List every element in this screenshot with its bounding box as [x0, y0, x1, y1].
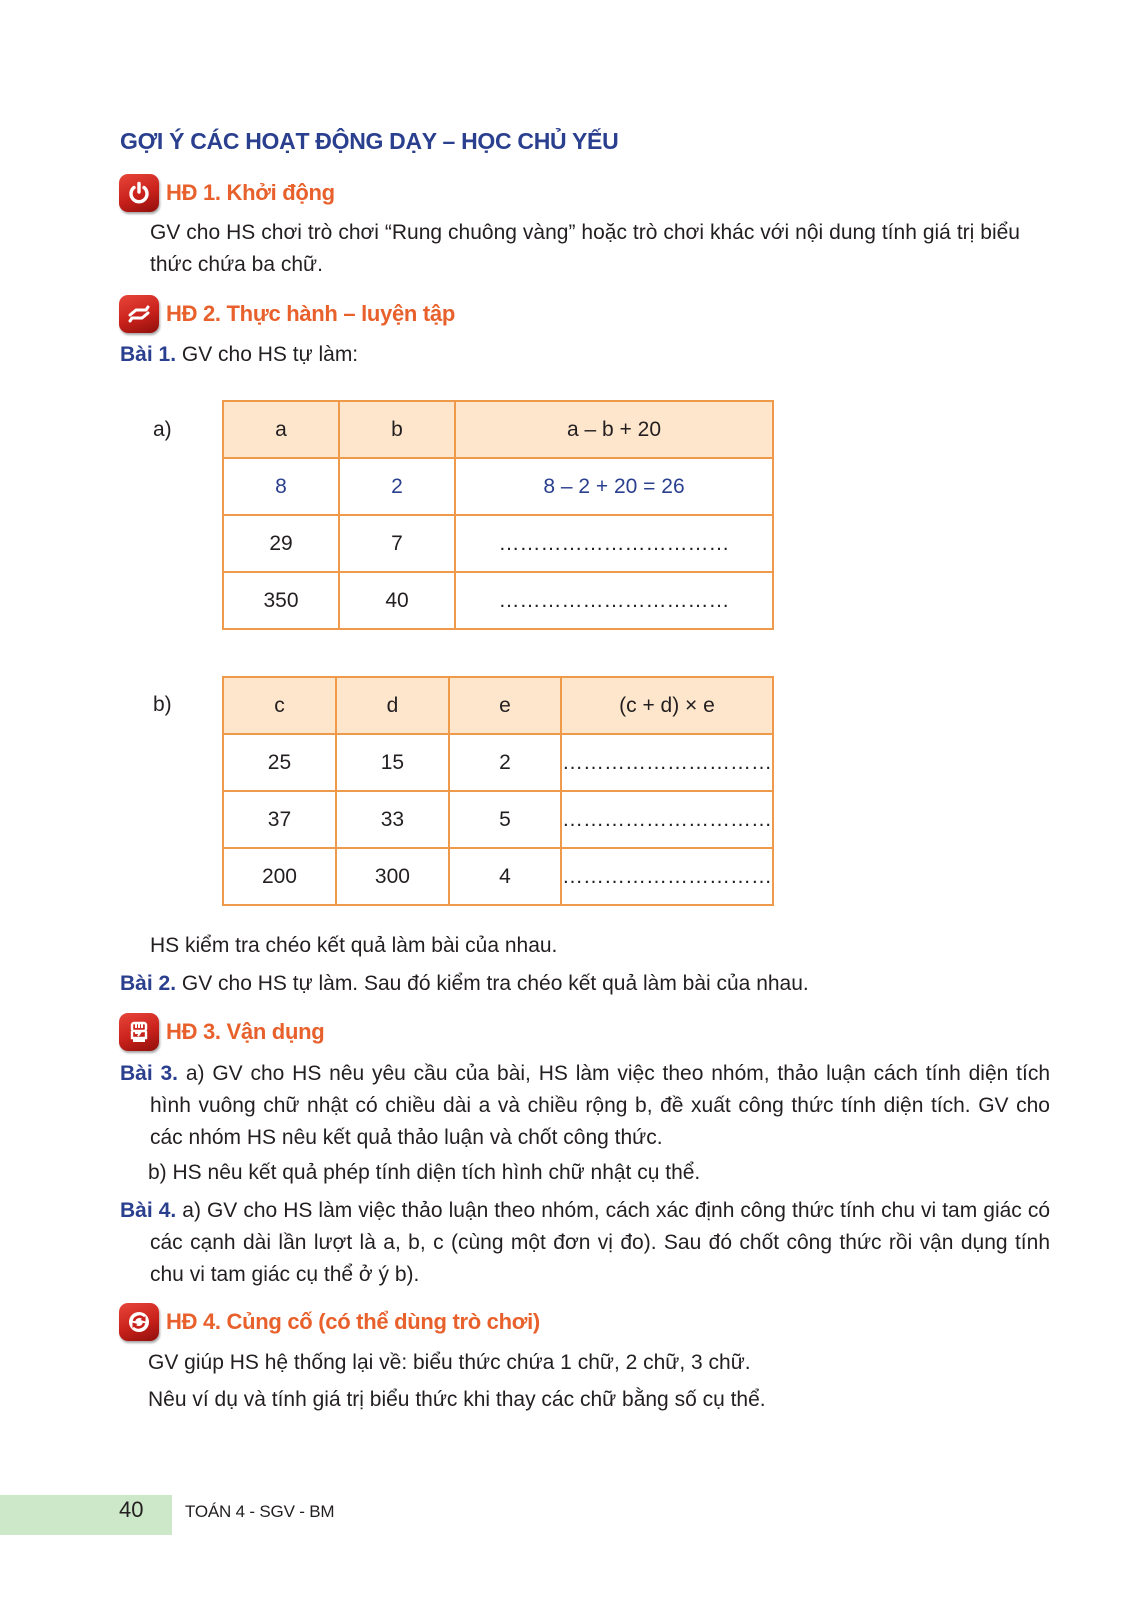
header-cell: c	[223, 677, 336, 734]
table-cell: 8 – 2 + 20 = 26	[455, 458, 773, 515]
power-icon	[119, 174, 159, 212]
table-cell: 2	[449, 734, 561, 791]
refresh-icon	[119, 1303, 159, 1341]
table-cell: 33	[336, 791, 449, 848]
activity-heading-2	[119, 294, 455, 334]
header-cell: e	[449, 677, 561, 734]
table-cell: 25	[223, 734, 336, 791]
activity-heading-1	[119, 173, 335, 213]
header-cell: (c + d) × e	[561, 677, 773, 734]
table-header-row	[223, 677, 773, 734]
table-cell: 15	[336, 734, 449, 791]
bai4-text	[120, 1195, 1050, 1291]
table-cell: 37	[223, 791, 336, 848]
fist-icon	[119, 1013, 159, 1051]
bai1-line	[120, 339, 358, 371]
exercise-text: GV cho HS tự làm. Sau đó kiểm tra chéo kết quả làm bài của nhau.	[176, 972, 809, 995]
table-cell: 2	[339, 458, 455, 515]
table-row	[223, 848, 773, 905]
activity-label: HĐ 3. Vận dụng	[166, 1019, 325, 1044]
table-cell: 200	[223, 848, 336, 905]
bai2-line	[120, 968, 809, 1000]
activity-heading-3	[119, 1012, 324, 1052]
table-header-row	[223, 401, 773, 458]
answer-blank: …………………………	[561, 734, 773, 791]
exercise-text: GV cho HS tự làm:	[176, 343, 359, 366]
table-cell: 5	[449, 791, 561, 848]
part-label-a: a)	[153, 418, 172, 441]
exercise-text: a) GV cho HS nêu yêu cầu của bài, HS làm việc theo nhóm, thảo luận cách tính diện tích hình vuông chữ nhật có chiều dài a và chiều rộng b, đề xuất công thức tính diện tích. GV cho các nhóm HS nêu kết quả thảo luận và chốt công thức.	[150, 1062, 1050, 1149]
exercise-label: Bài 4.	[120, 1199, 177, 1222]
header-cell: d	[336, 677, 449, 734]
bai3-part-a	[120, 1058, 1050, 1154]
handshake-icon	[119, 295, 159, 333]
answer-blank: ……………………………	[455, 572, 773, 629]
table-row	[223, 458, 773, 515]
table-cell: 4	[449, 848, 561, 905]
table-b	[222, 676, 774, 906]
table-a	[222, 400, 774, 630]
page-number: 40	[119, 1497, 144, 1522]
exercise-text: a) GV cho HS làm việc thảo luận theo nhóm, cách xác định công thức tính chu vi tam giác có các cạnh dài lần lượt là a, b, c (cùng một đơn vị đo). Sau đó chốt công thức rồi vận dụng tính chu vi tam giác cụ thể ở ý b).	[150, 1199, 1050, 1286]
table-cell: 8	[223, 458, 339, 515]
table-row	[223, 791, 773, 848]
header-cell: b	[339, 401, 455, 458]
cross-check-text: HS kiểm tra chéo kết quả làm bài của nhau.	[150, 934, 558, 957]
part-label-b: b)	[153, 693, 172, 716]
exercise-label: Bài 2.	[120, 972, 177, 995]
activity-label: HĐ 2. Thực hành – luyện tập	[166, 301, 455, 326]
hd1-text: GV cho HS chơi trò chơi “Rung chuông vàng” hoặc trò chơi khác với nội dung tính giá trị biểu thức chứa ba chữ.	[150, 221, 1020, 276]
hd4-line-2: Nêu ví dụ và tính giá trị biểu thức khi thay các chữ bằng số cụ thể.	[148, 1388, 766, 1411]
header-cell: a	[223, 401, 339, 458]
answer-blank: …………………………	[561, 848, 773, 905]
footer-band	[0, 1495, 172, 1535]
hd4-line-1: GV giúp HS hệ thống lại về: biểu thức chứa 1 chữ, 2 chữ, 3 chữ.	[148, 1351, 751, 1374]
book-title: TOÁN 4 - SGV - BM	[185, 1502, 335, 1521]
answer-blank: …………………………	[561, 791, 773, 848]
header-cell: a – b + 20	[455, 401, 773, 458]
table-cell: 29	[223, 515, 339, 572]
table-row	[223, 572, 773, 629]
activity-heading-4	[119, 1302, 540, 1342]
table-cell: 7	[339, 515, 455, 572]
table-row	[223, 734, 773, 791]
bai3-part-b: b) HS nêu kết quả phép tính diện tích hình chữ nhật cụ thể.	[148, 1161, 701, 1184]
activity-label: HĐ 4. Củng cố (có thể dùng trò chơi)	[166, 1309, 540, 1334]
exercise-label: Bài 1.	[120, 343, 177, 366]
answer-blank: ……………………………	[455, 515, 773, 572]
section-title: GỢI Ý CÁC HOẠT ĐỘNG DẠY – HỌC CHỦ YẾU	[120, 128, 619, 154]
table-cell: 300	[336, 848, 449, 905]
activity-label: HĐ 1. Khởi động	[166, 180, 335, 205]
table-cell: 40	[339, 572, 455, 629]
table-row	[223, 515, 773, 572]
exercise-label: Bài 3.	[120, 1062, 179, 1085]
table-cell: 350	[223, 572, 339, 629]
